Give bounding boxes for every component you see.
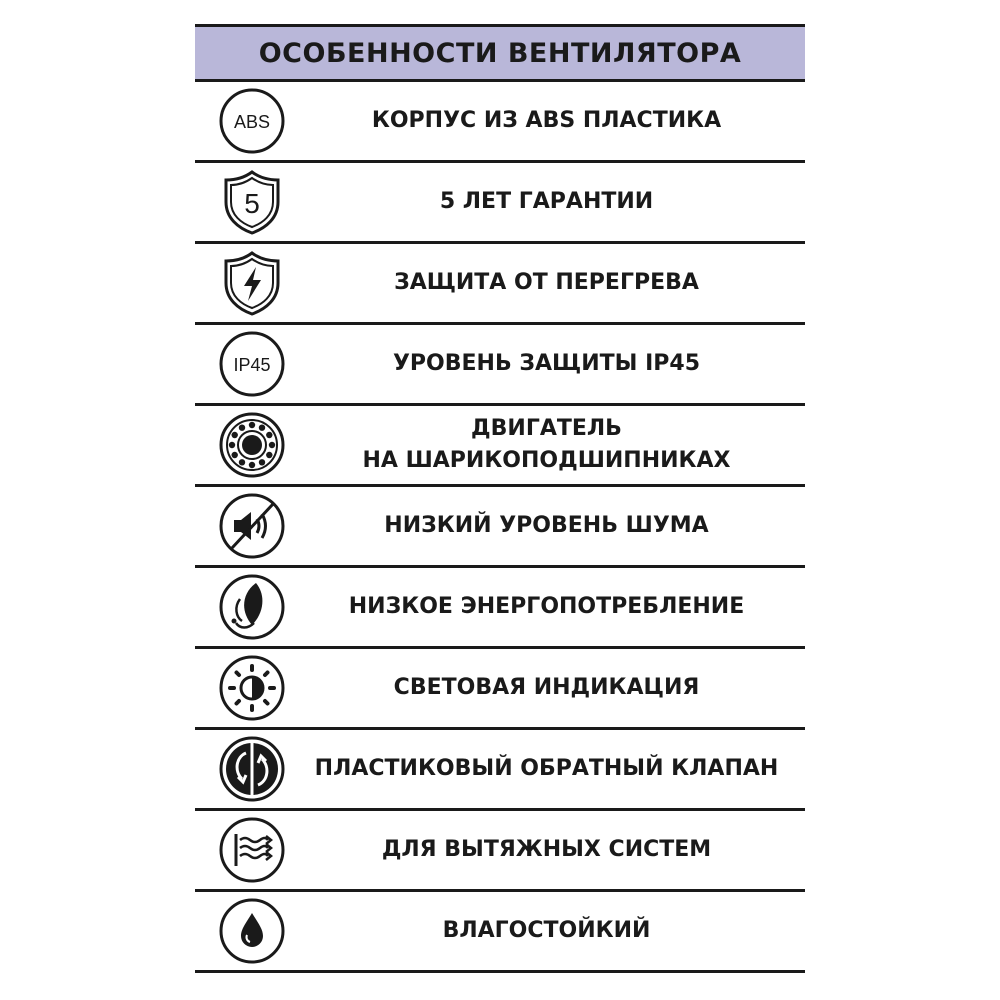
lightning-shield-icon — [218, 249, 286, 317]
feature-row — [195, 487, 805, 568]
warranty-shield-icon — [218, 168, 286, 236]
feature-label: ПЛАСТИКОВЫЙ ОБРАТНЫЙ КЛАПАН — [314, 756, 779, 781]
feature-row — [195, 325, 805, 406]
light-indicator-icon — [218, 654, 286, 722]
water-drop-icon — [218, 897, 286, 965]
abs-icon-text: ABS — [233, 112, 270, 132]
feature-label: ВЛАГОСТОЙКИЙ — [442, 918, 651, 943]
feature-row — [195, 82, 805, 163]
features-panel — [195, 24, 805, 973]
muted-speaker-icon — [218, 492, 286, 560]
warranty-icon-text: 5 — [243, 188, 260, 219]
feature-label: СВЕТОВАЯ ИНДИКАЦИЯ — [393, 675, 700, 700]
feature-row — [195, 730, 805, 811]
feature-row — [195, 811, 805, 892]
feature-label: 5 ЛЕТ ГАРАНТИИ — [439, 189, 654, 214]
feature-label: НИЗКОЕ ЭНЕРГОПОТРЕБЛЕНИЕ — [348, 594, 745, 619]
check-valve-icon — [218, 735, 286, 803]
abs-plastic-icon — [218, 87, 286, 155]
exhaust-waves-icon — [218, 816, 286, 884]
feature-label: ЗАЩИТА ОТ ПЕРЕГРЕВА — [394, 270, 699, 295]
feature-row — [195, 244, 805, 325]
feature-row — [195, 568, 805, 649]
feature-label: ДВИГАТЕЛЬ НА ШАРИКОПОДШИПНИКАХ — [362, 416, 731, 473]
page-title: ОСОБЕННОСТИ ВЕНТИЛЯТОРА — [258, 37, 742, 69]
header-bar — [195, 24, 805, 82]
feature-label: КОРПУС ИЗ ABS ПЛАСТИКА — [371, 108, 722, 133]
feature-row — [195, 892, 805, 973]
ip45-icon — [218, 330, 286, 398]
ip-icon-text: IP45 — [232, 355, 271, 375]
feature-label: УРОВЕНЬ ЗАЩИТЫ IP45 — [392, 351, 701, 376]
feature-row — [195, 649, 805, 730]
feature-label: НИЗКИЙ УРОВЕНЬ ШУМА — [384, 513, 709, 538]
feature-label: ДЛЯ ВЫТЯЖНЫХ СИСТЕМ — [381, 837, 712, 862]
feature-row — [195, 406, 805, 487]
feature-row — [195, 163, 805, 244]
ball-bearing-icon — [218, 411, 286, 479]
leaf-energy-icon — [218, 573, 286, 641]
